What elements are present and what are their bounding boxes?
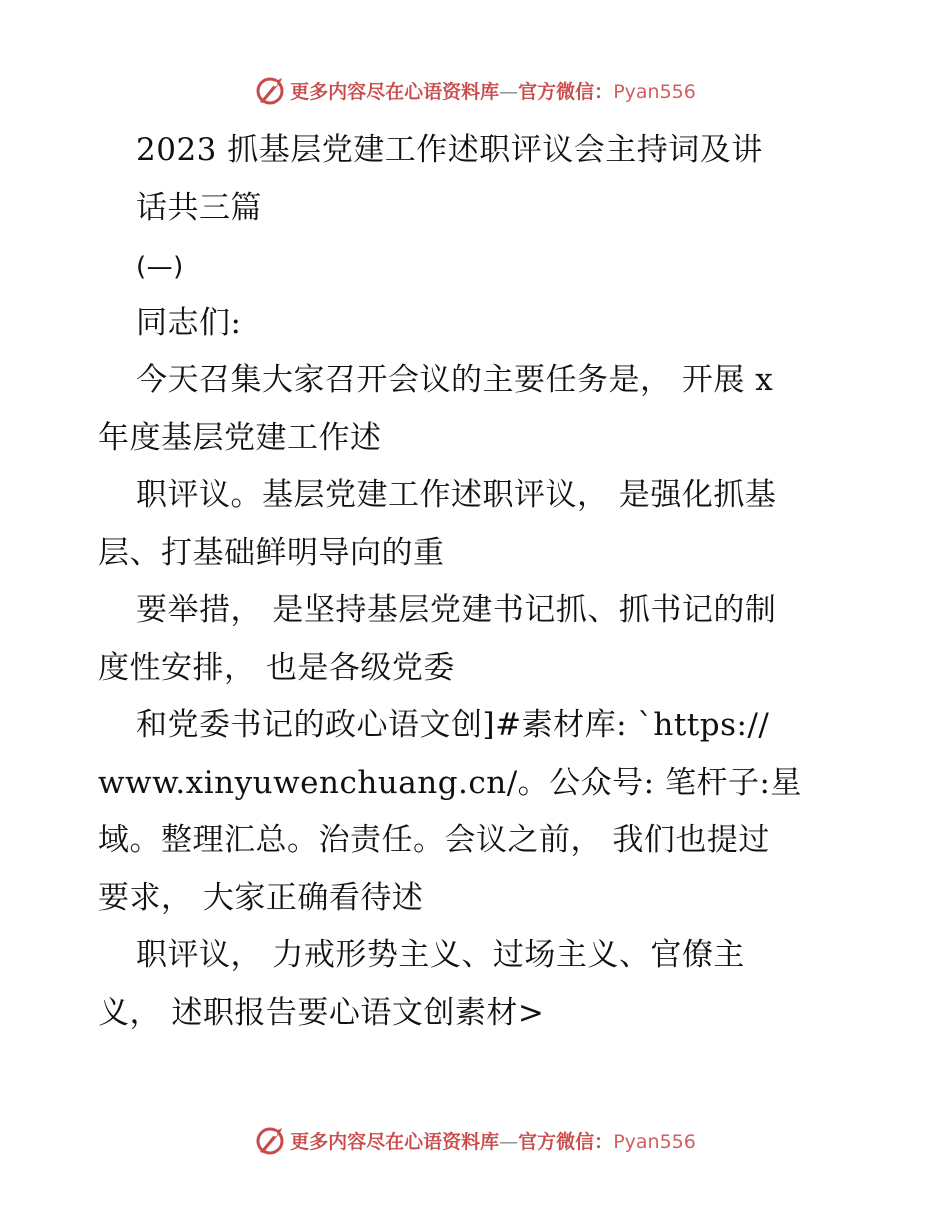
- body-line: 义， 述职报告要心语文创素材>: [98, 994, 545, 1031]
- body-line: www.xinyuwenchuang.cn/。公众号: 笔杆子:星: [98, 764, 802, 801]
- banner-text: [290, 77, 696, 104]
- body-line: 层、打基础鲜明导向的重: [98, 534, 445, 571]
- body-line: 职评议。基层党建工作述职评议， 是强化抓基: [136, 477, 777, 513]
- body-line: 域。整理汇总。治责任。会议之前， 我们也提过: [98, 822, 770, 858]
- banner-promo: 更多内容尽在心语资料库: [290, 80, 500, 103]
- document-title-line-1: 2023 抓基层党建工作述职评议会主持词及讲: [136, 132, 763, 168]
- header-banner: [0, 70, 950, 110]
- body-line: 同志们:: [136, 304, 242, 341]
- banner-wechat-id: Pyan556: [613, 80, 696, 103]
- banner-separator: —: [499, 1130, 519, 1153]
- section-mark: (—): [136, 252, 184, 282]
- body-line: 要求， 大家正确看待述: [98, 879, 424, 916]
- document-body: [98, 122, 838, 1042]
- banner-wechat-label: 官方微信：: [518, 1130, 614, 1153]
- body-line: 年度基层党建工作述: [98, 419, 382, 456]
- banner-wechat-label: 官方微信：: [518, 80, 614, 103]
- body-line: 要举措， 是坚持基层党建书记抓、抓书记的制: [136, 592, 777, 628]
- banner-text: [290, 1127, 696, 1154]
- banner-wechat-id: Pyan556: [613, 1130, 696, 1153]
- section-mark-line: [98, 237, 838, 295]
- document-title-line-2: 话共三篇: [136, 189, 262, 226]
- body-line: 度性安排， 也是各级党委: [98, 649, 455, 686]
- quill-pen-logo-icon: [254, 1124, 286, 1156]
- body-line: 和党委书记的政心语文创]#素材库: `https://: [136, 707, 770, 743]
- banner-promo: 更多内容尽在心语资料库: [290, 1130, 500, 1153]
- quill-pen-logo-icon: [254, 74, 286, 106]
- body-line: 今天召集大家召开会议的主要任务是， 开展 x: [136, 362, 774, 398]
- banner-separator: —: [499, 80, 519, 103]
- body-line: 职评议， 力戒形势主义、过场主义、官僚主: [136, 937, 745, 973]
- footer-banner: [0, 1120, 950, 1160]
